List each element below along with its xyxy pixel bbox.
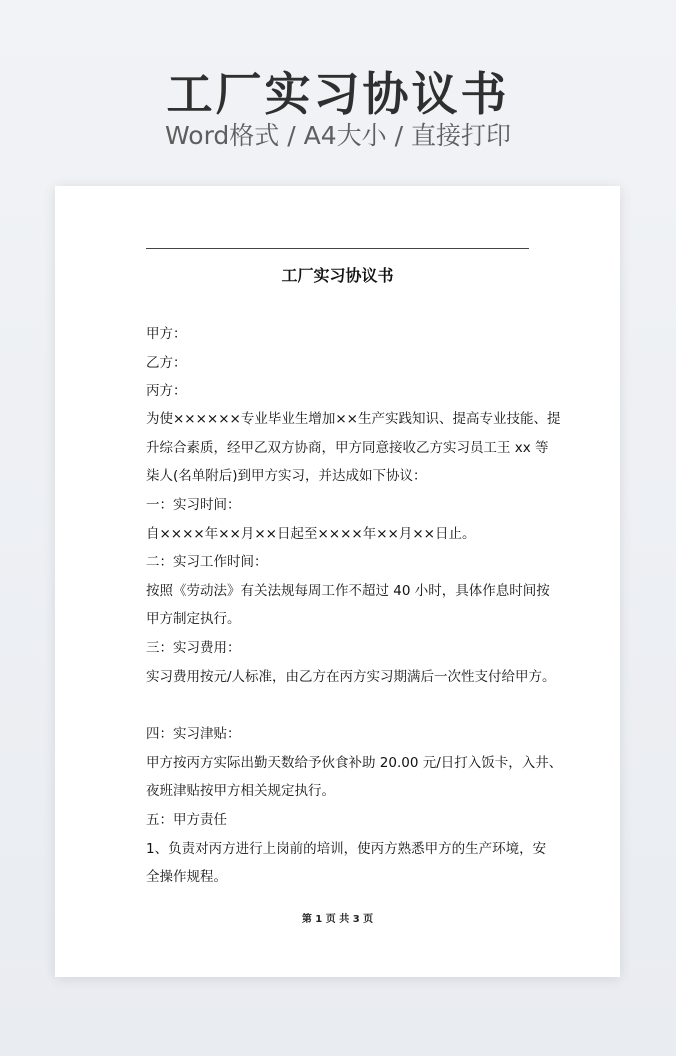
party-c-line: 丙方： — [146, 383, 187, 399]
intro-paragraph-line: 柒人(名单附后)到甲方实习，并达成如下协议： — [146, 468, 427, 484]
section-heading-party-a-duties: 五：甲方责任 — [146, 812, 227, 828]
document-title: 工厂实习协议书 — [281, 266, 394, 285]
party-a-duties-text: 全操作规程。 — [146, 869, 227, 885]
section-heading-work-hours: 二：实习工作时间： — [146, 554, 268, 570]
party-a-line: 甲方： — [146, 326, 187, 342]
work-hours-text: 甲方制定执行。 — [146, 611, 241, 627]
allowance-text: 甲方按丙方实际出勤天数给予伙食补助 20.00 元/日打入饭卡，入井、 — [146, 755, 563, 771]
party-b-line: 乙方： — [146, 355, 187, 371]
page-number: 第 1 页 共 3 页 — [301, 914, 374, 925]
internship-time-text: 自××××年××月××日起至××××年××月××日止。 — [146, 526, 476, 542]
section-heading-allowance: 四：实习津贴： — [146, 726, 241, 742]
allowance-text: 夜班津贴按甲方相关规定执行。 — [146, 783, 335, 799]
intro-paragraph-line: 升综合素质，经甲乙双方协商，甲方同意接收乙方实习员工王 xx 等 — [146, 440, 549, 456]
work-hours-text: 按照《劳动法》有关法规每周工作不超过 40 小时，具体作息时间按 — [146, 583, 550, 599]
section-heading-internship-time: 一：实习时间： — [146, 497, 241, 513]
banner-title: 工厂实习协议书 — [166, 67, 510, 121]
section-heading-fees: 三：实习费用： — [146, 640, 241, 656]
header-rule — [146, 248, 529, 249]
banner-subtitle: Word格式 / A4大小 / 直接打印 — [165, 121, 511, 150]
fees-text: 实习费用按元/人标准，由乙方在丙方实习期满后一次性支付给甲方。 — [146, 669, 556, 685]
intro-paragraph-line: 为使××××××专业毕业生增加××生产实践知识、提高专业技能、提 — [146, 411, 561, 427]
party-a-duties-text: 1、负责对丙方进行上岗前的培训，使丙方熟悉甲方的生产环境，安 — [146, 841, 547, 857]
document-page — [55, 186, 620, 977]
